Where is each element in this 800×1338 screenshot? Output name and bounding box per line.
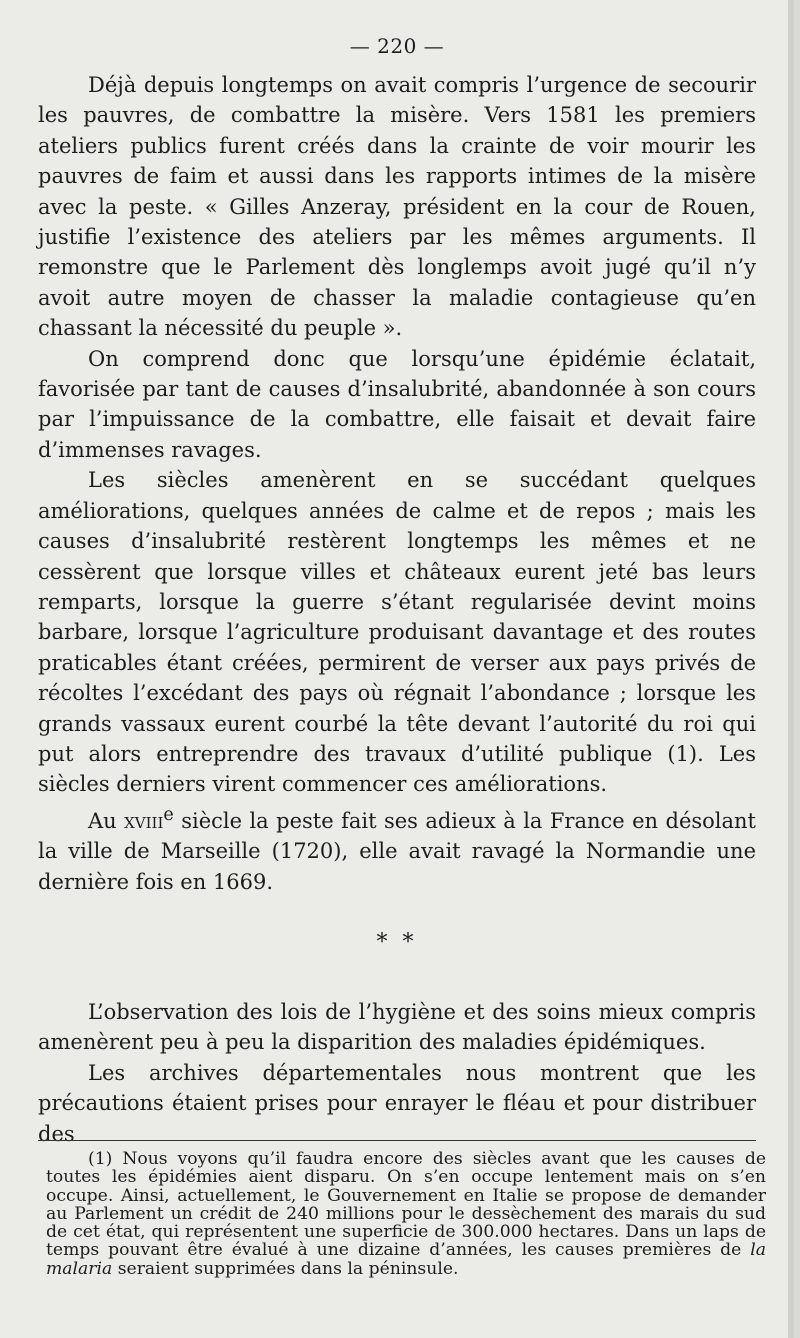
footnotes: [46, 1150, 766, 1278]
paragraph-hygiene: L’observation des lois de l’hygiène et des soins mieux compris amenèrent peu à peu la disparition des maladies épidémiques.: [38, 999, 756, 1055]
main-text: [38, 70, 756, 1149]
paragraph-siecles: Les siècles amenèrent en se succédant quelques améliorations, quelques années de calme et de repos ; mais les causes d’insalubrité restèrent longtemps les mêmes et ne cessèrent que lorsque villes et châteaux eurent jeté bas leurs remparts, lorsque la guerre s’étant regularisée devint moins barbare, lorsque l’agriculture produisant davantage et des routes praticables étant créées, permirent de verser aux pays privés de récoltes l’excédant des pays où régnait l’abondance ; lorsque les grands vassaux eurent courbé la tête devant l’autorité du roi qui put alors entreprendre des travaux d’utilité publique (1). Les siècles derniers virent commencer ces améliorations.: [38, 468, 756, 797]
paragraph-peste-marseille: [38, 800, 756, 897]
footnote-italic: la malaria: [46, 1240, 766, 1279]
century-numeral: xviii: [124, 808, 164, 833]
paragraph-archives: Les archives départementales nous montrent que les précautions étaient prises pour enrayer le fléau et pour distribuer des: [38, 1060, 756, 1146]
paragraph-rest: siècle la peste fait ses adieux à la France en désolant la ville de Marseille (1720), elle avait ravagé la Normandie une dernière fois en 1669.: [38, 808, 756, 894]
footnote-1: [46, 1150, 766, 1278]
footnote-divider: [38, 1140, 756, 1141]
page-number: — 220 —: [349, 34, 445, 58]
paragraph-lead: Au: [88, 808, 125, 833]
section-separator: * *: [376, 929, 418, 955]
footnote-tail: seraient supprimées dans la péninsule.: [112, 1258, 459, 1279]
century-superscript: e: [163, 804, 174, 825]
paragraph-ateliers: Déjà depuis longtemps on avait compris l’urgence de secourir les pauvres, de combattre la misère. Vers 1581 les premiers ateliers publics furent créés dans la crainte de voir mourir les pauvres de faim et aussi dans les rapports intimes de la misère avec la peste. « Gilles Anzeray, président en la cour de Rouen, justifie l’existence des ateliers par les mêmes arguments. Il remonstre que le Parlement dès longlemps avoit jugé qu’il n’y avoit autre moyen de chasser la maladie contagieuse qu’en chassant la nécessité du peuple ».: [38, 73, 756, 341]
footnote-text: (1) Nous voyons qu’il faudra encore des siècles avant que les causes de toutes les épidémies aient disparu. On s’en occupe lentement mais on s’en occupe. Ainsi, actuellement, le Gouvernement en Italie se propose de demander au Parlement un crédit de 240 millions pour le dessèchement des marais du sud de cet état, qui représentent une superficie de 300.000 hectares. Dans un laps de temps pouvant être évalué à une dizaine d’années, les causes premières de: [46, 1149, 766, 1261]
paragraph-epidemie: On comprend donc que lorsqu’une épidémie éclatait, favorisée par tant de causes d’insalubrité, abandonnée à son cours par l’impuissance de la combattre, elle faisait et devait faire d’immenses ravages.: [38, 346, 756, 462]
